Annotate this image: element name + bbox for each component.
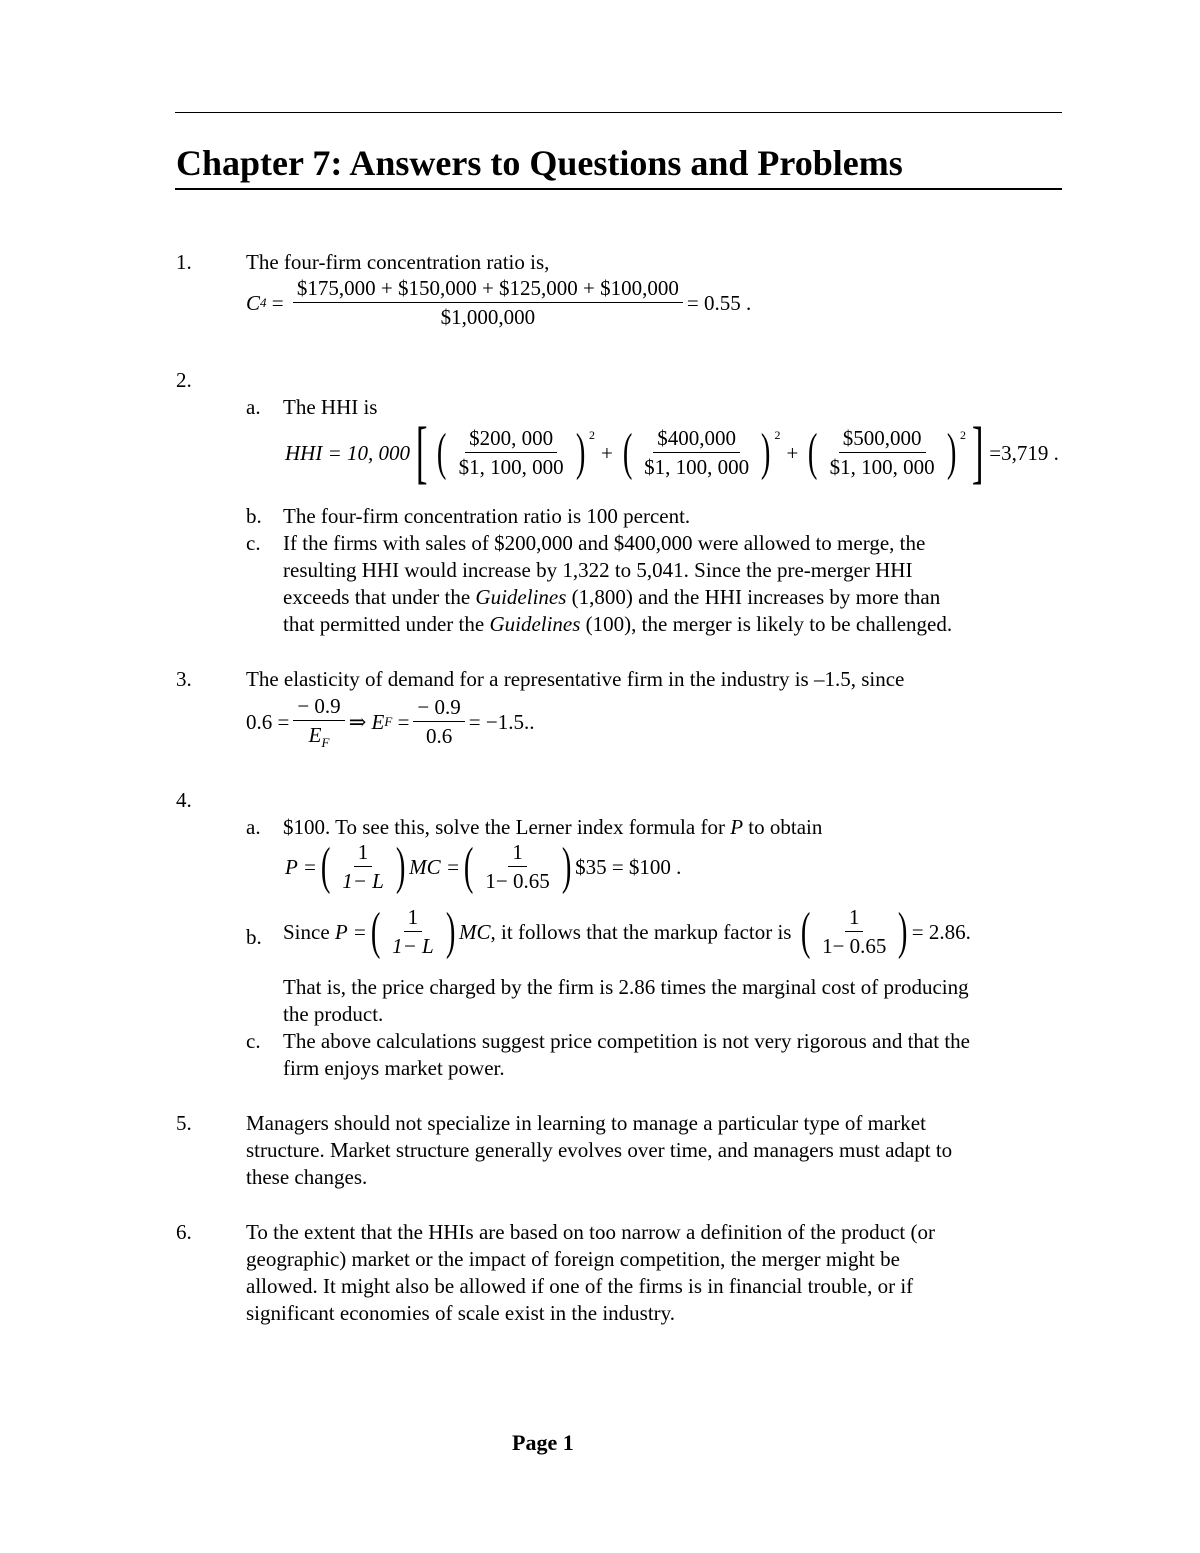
exponent: 2: [959, 427, 966, 442]
q2c-line3-b: (1,800) and the HHI increases by more than: [566, 585, 941, 609]
q2-term2-num: $400,000: [653, 426, 740, 453]
q4a-p-eq: P =: [285, 854, 317, 879]
q4b-since: Since: [283, 919, 330, 944]
equals-sign: =: [397, 709, 410, 734]
q3-result: = −1.5..: [468, 709, 535, 734]
price-symbol: P: [730, 815, 744, 839]
q4a-mc-eq: MC =: [409, 854, 461, 879]
q1-fraction: [293, 276, 683, 330]
plus-sign: +: [600, 440, 613, 465]
denominator-1-065: 1− 0.65: [485, 869, 550, 894]
q1-fraction-numerator: $175,000 + $150,000 + $125,000 + $100,000: [293, 276, 683, 303]
title-underline: [175, 188, 1062, 190]
q6-line4: significant economies of scale exist in the industry.: [246, 1301, 676, 1325]
right-paren: ): [445, 903, 456, 961]
left-paren: (: [463, 838, 474, 896]
q3-fraction1-num: − 0.9: [293, 694, 344, 721]
left-paren: (: [437, 424, 447, 481]
q1-equation: C 4 = $\frac{\$175,000 + \$150,000 + \$125,000 + \$100,000}{\$1,000,000}$ = 0.55 .: [246, 276, 752, 330]
q2-term3-num: $500,000: [839, 426, 926, 453]
q5-line1: Managers should not specialize in learning to manage a particular type of market: [246, 1111, 926, 1135]
numerator-one: 1: [845, 905, 864, 932]
top-rule: [175, 112, 1062, 113]
q2-term2-den: $1, 100, 000: [644, 455, 750, 479]
q4c-line2: firm enjoys market power.: [283, 1056, 505, 1080]
q1-result: = 0.55 .: [686, 290, 752, 315]
q4-number: 4.: [176, 788, 192, 812]
q4a-label: a.: [246, 815, 261, 839]
guidelines-emphasis: Guidelines: [489, 612, 581, 636]
q1-lhs-symbol: C: [246, 290, 261, 315]
implies-sign: ⇒: [348, 709, 367, 734]
q6-line2: geographic) market or the impact of foreign competition, the merger might be: [246, 1247, 900, 1271]
q6-number: 6.: [176, 1220, 192, 1244]
q3-lhs: 0.6 =: [246, 709, 290, 734]
right-paren: ): [761, 424, 771, 481]
q2c-label: c.: [246, 531, 261, 555]
q4b-mid-text: , it follows that the markup factor is: [490, 919, 792, 944]
left-paren: (: [808, 424, 818, 481]
q2a-label: a.: [246, 395, 261, 419]
q4b-line2: That is, the price charged by the firm is 2.86 times the marginal cost of producing: [283, 975, 969, 999]
q4a-fraction2: [481, 840, 553, 894]
q4b-result: = 2.86.: [911, 919, 971, 944]
exponent: 2: [588, 427, 595, 442]
q2c-line3: [283, 585, 940, 610]
q2-term1-den: $1, 100, 000: [458, 455, 564, 479]
q3-fraction1: [293, 694, 344, 751]
right-bracket: ]: [971, 414, 984, 491]
q4a-text-a: $100. To see this, solve the Lerner index formula for: [283, 815, 731, 839]
right-paren: ): [575, 424, 586, 481]
plus-sign: +: [786, 440, 799, 465]
q2c-line4-b: (100), the merger is likely to be challenged.: [580, 612, 953, 636]
q1-lhs-sub: 4: [260, 295, 267, 311]
q2-hhi-result: =3,719 .: [989, 440, 1059, 465]
left-paren: (: [320, 838, 331, 896]
q3-text: The elasticity of demand for a representative firm in the industry is –1.5, since: [246, 667, 905, 691]
q6-line3: allowed. It might also be allowed if one of the firms is in financial trouble, or if: [246, 1274, 914, 1298]
q4b-line1: [283, 905, 971, 959]
q2c-line3-a: exceeds that under the: [283, 585, 476, 609]
q3-fraction2-num: − 0.9: [413, 695, 464, 722]
right-paren: ): [898, 903, 908, 961]
q2c-line4-a: that permitted under the: [283, 612, 490, 636]
q4a-text-b: to obtain: [743, 815, 823, 839]
exponent: 2: [774, 427, 781, 442]
guidelines-emphasis: Guidelines: [475, 585, 567, 609]
q5-number: 5.: [176, 1111, 192, 1135]
right-paren: ): [561, 838, 572, 896]
q2-hhi-equation: [285, 414, 1059, 491]
q2-term3: [826, 426, 939, 480]
denominator-1-l: 1− L: [392, 934, 434, 959]
q3-equation: [246, 694, 534, 751]
q4b-fraction1: [388, 905, 438, 959]
q2-term1: [455, 426, 568, 480]
q4b-fraction2: [818, 905, 890, 959]
denominator-1-l: 1− L: [342, 869, 384, 894]
q4a-equation: [285, 840, 681, 894]
q5-line3: these changes.: [246, 1165, 368, 1189]
q2-hhi-lhs: HHI = 10, 000: [285, 440, 410, 465]
q5-line2: structure. Market structure generally evolves over time, and managers must adapt to: [246, 1138, 953, 1162]
q3-fraction1-den: [305, 721, 334, 751]
q4b-mc: MC: [459, 919, 491, 944]
q3-number: 3.: [176, 667, 192, 691]
q3-fraction2-den: 0.6: [425, 724, 453, 749]
q4c-label: c.: [246, 1029, 261, 1053]
left-paren: (: [370, 903, 381, 961]
q1-text: The four-firm concentration ratio is,: [246, 250, 550, 274]
q3-fraction2: [413, 695, 464, 749]
elasticity-symbol: E: [308, 723, 322, 748]
elasticity-symbol: E: [371, 709, 385, 734]
q2-term3-den: $1, 100, 000: [829, 455, 935, 479]
q4a-result: $35 = $100 .: [575, 854, 682, 879]
q2a-text: The HHI is: [283, 395, 378, 419]
right-paren: ): [946, 424, 957, 481]
q4c-line1: The above calculations suggest price competition is not very rigorous and that the: [283, 1029, 970, 1053]
elasticity-sub: F: [384, 714, 393, 730]
q4a-text: [283, 815, 822, 840]
page-title: Chapter 7: Answers to Questions and Problems: [176, 143, 903, 183]
q1-fraction-denominator: $1,000,000: [440, 305, 536, 330]
q2c-line2: resulting HHI would increase by 1,322 to 5,041. Since the pre-merger HHI: [283, 558, 913, 582]
q2c-line1: If the firms with sales of $200,000 and $400,000 were allowed to merge, the: [283, 531, 926, 555]
q2b-text: The four-firm concentration ratio is 100 percent.: [283, 504, 691, 528]
numerator-one: 1: [508, 840, 527, 867]
q1-number: 1.: [176, 250, 192, 274]
numerator-one: 1: [354, 840, 373, 867]
q2-term2: [640, 426, 753, 480]
q4b-p-eq: P =: [334, 919, 367, 944]
q6-line1: To the extent that the HHIs are based on too narrow a definition of the product (or: [246, 1220, 935, 1244]
right-paren: ): [395, 838, 406, 896]
q2-number: 2.: [176, 368, 192, 392]
numerator-one: 1: [404, 905, 423, 932]
q2-term1-num: $200, 000: [465, 426, 557, 453]
left-bracket: [: [415, 414, 428, 491]
q4a-fraction1: [338, 840, 388, 894]
denominator-1-065: 1− 0.65: [822, 934, 887, 959]
left-paren: (: [622, 424, 633, 481]
left-paren: (: [800, 903, 811, 961]
q2c-line4: [283, 612, 952, 637]
q4b-label: b.: [246, 925, 262, 949]
page-number: Page 1: [512, 1430, 574, 1455]
q4b-line3: the product.: [283, 1002, 384, 1026]
elasticity-sub: F: [321, 735, 330, 751]
q2b-label: b.: [246, 504, 262, 528]
